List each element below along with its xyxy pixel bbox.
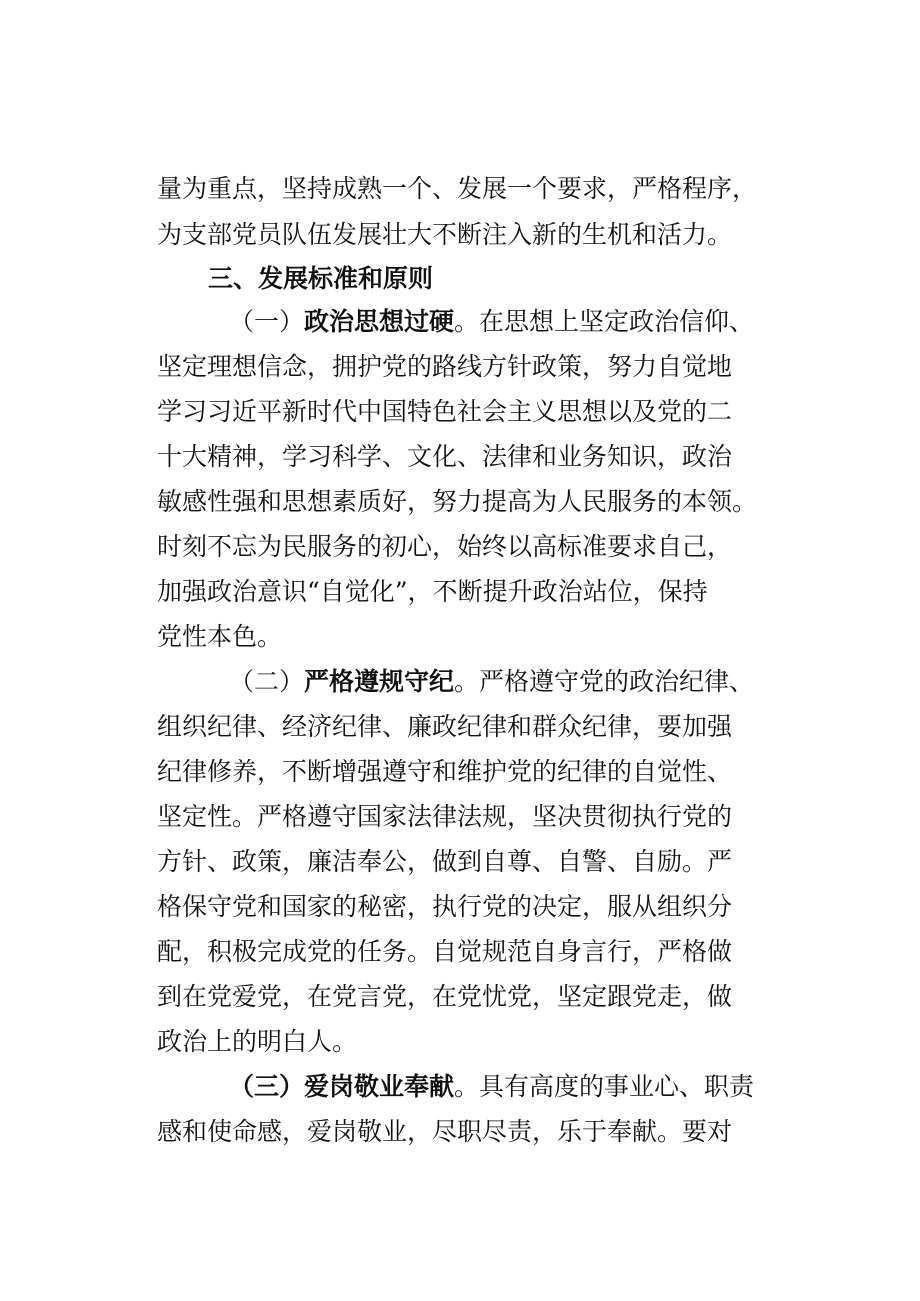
item-lead-text: 。在思想上坚定政治信仰、 <box>454 307 755 336</box>
item-number: （一） <box>229 307 305 336</box>
item-lead-text: 。具有高度的事业心、职责 <box>454 1072 755 1101</box>
item-title: 爱岗敬业奉献 <box>304 1072 455 1101</box>
body-text-line: 党性本色。 <box>157 622 283 651</box>
body-text-line: 政治上的明白人。 <box>157 1027 358 1056</box>
item-lead-text: 。严格遵守党的政治纪律、 <box>454 667 755 696</box>
body-text-line: 格保守党和国家的秘密，执行党的决定，服从组织分 <box>157 892 733 921</box>
body-text-line: 敏感性强和思想素质好，努力提高为人民服务的本领。 <box>157 487 758 516</box>
body-text-line: 到在党爱党，在党言党，在党忧党，坚定跟党走，做 <box>157 982 733 1011</box>
body-text-line: 量为重点，坚持成熟一个、发展一个要求，严格程序， <box>157 174 758 203</box>
body-text-line: 时刻不忘为民服务的初心，始终以高标准要求自己， <box>157 532 733 561</box>
item-title: 政治思想过硬 <box>304 307 455 336</box>
body-text-line: 感和使命感，爱岗敬业，尽职尽责，乐于奉献。要对 <box>157 1117 733 1146</box>
body-text-line: 配，积极完成党的任务。自觉规范自身言行，严格做 <box>157 937 733 966</box>
item-lead-line <box>229 665 754 699</box>
item-title: 严格遵规守纪 <box>304 667 455 696</box>
body-text-line: 方针、政策，廉洁奉公，做到自尊、自警、自励。严 <box>157 847 733 876</box>
body-text-line: 加强政治意识“自觉化”，不断提升政治站位，保持 <box>157 577 708 606</box>
body-text-line: 学习习近平新时代中国特色社会主义思想以及党的二 <box>157 397 733 426</box>
body-text-line: 十大精神，学习科学、文化、法律和业务知识，政治 <box>157 442 733 471</box>
body-text-line: 坚定性。严格遵守国家法律法规，坚决贯彻执行党的 <box>157 802 733 831</box>
item-number: （二） <box>229 667 305 696</box>
section-heading: 三、发展标准和原则 <box>208 264 434 293</box>
item-lead-line <box>229 305 754 339</box>
body-text-line: 纪律修养，不断增强遵守和维护党的纪律的自觉性、 <box>157 757 733 786</box>
body-text-line: 坚定理想信念，拥护党的路线方针政策，努力自觉地 <box>157 352 733 381</box>
item-lead-line <box>229 1070 754 1104</box>
item-number: （三） <box>229 1072 305 1101</box>
body-text-line: 组织纪律、经济纪律、廉政纪律和群众纪律，要加强 <box>157 712 733 741</box>
body-text-line: 为支部党员队伍发展壮大不断注入新的生机和活力。 <box>157 220 733 249</box>
